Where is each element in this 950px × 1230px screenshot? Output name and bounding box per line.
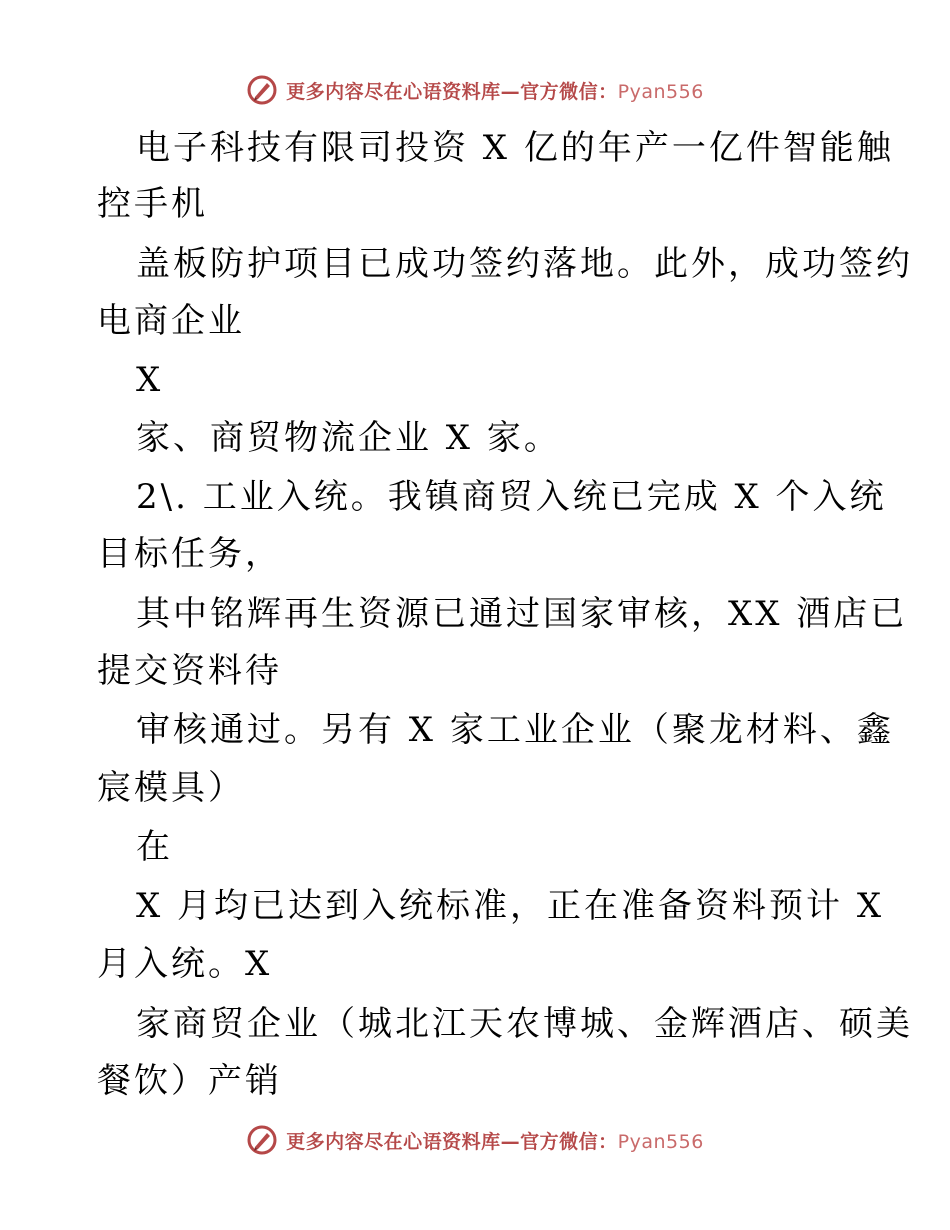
text-line: 家商贸企业（城北江天农博城、金辉酒店、硕美 xyxy=(136,1004,913,1044)
text-line: 控手机 xyxy=(97,184,208,224)
pen-logo-icon xyxy=(246,1124,278,1156)
text-line: 在 xyxy=(136,827,173,867)
text-line: X xyxy=(136,360,164,400)
text-line: 宸模具） xyxy=(97,768,245,808)
pen-logo-icon xyxy=(246,74,278,106)
text-line: 电商企业 xyxy=(97,301,245,341)
text-line: 提交资料待 xyxy=(97,651,282,691)
watermark-text: 更多内容尽在心语资料库—官方微信：Pyan556 xyxy=(286,1130,704,1153)
watermark-id: Pyan556 xyxy=(617,1130,704,1153)
text-line: 电子科技有限司投资 X 亿的年产一亿件智能触 xyxy=(136,128,894,168)
text-line: 2\. 工业入统。我镇商贸入统已完成 X 个入统 xyxy=(136,477,887,517)
watermark-text: 更多内容尽在心语资料库—官方微信：Pyan556 xyxy=(286,80,704,103)
text-line: 其中铭辉再生资源已通过国家审核，XX 酒店已 xyxy=(136,594,908,634)
text-line: 月入统。X xyxy=(97,944,273,984)
text-line: 盖板防护项目已成功签约落地。此外，成功签约 xyxy=(136,244,913,284)
text-line: 餐饮）产销 xyxy=(97,1061,282,1101)
text-line: X 月均已达到入统标准，正在准备资料预计 X xyxy=(136,886,885,926)
text-line: 审核通过。另有 X 家工业企业（聚龙材料、鑫 xyxy=(136,710,894,750)
text-line: 目标任务， xyxy=(97,534,282,574)
watermark-id: Pyan556 xyxy=(617,80,704,103)
text-line: 家、商贸物流企业 X 家。 xyxy=(136,418,561,458)
watermark-header xyxy=(0,70,950,110)
watermark-footer xyxy=(0,1120,950,1160)
